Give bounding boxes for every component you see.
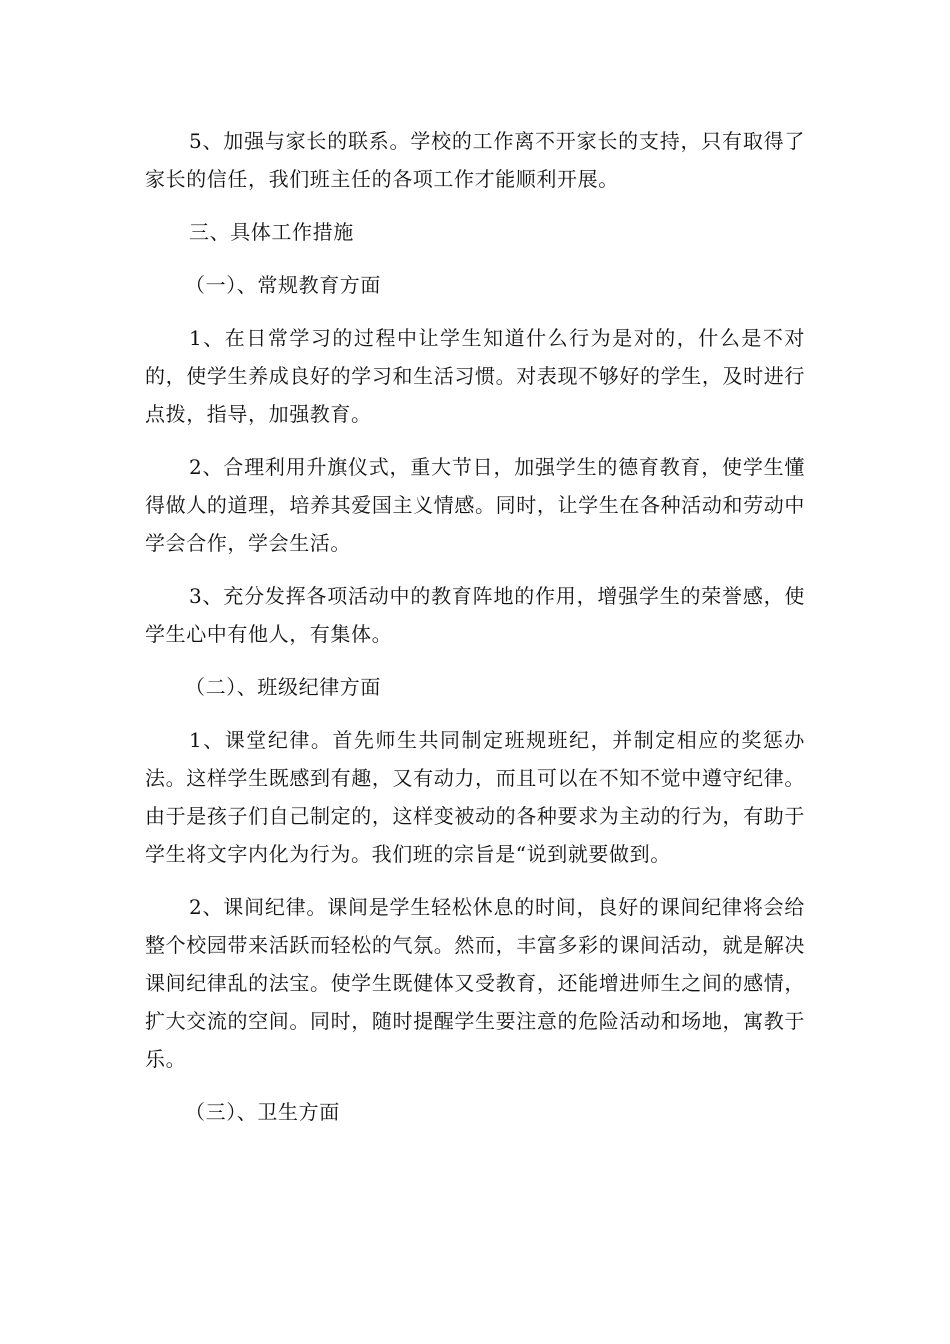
paragraph-classroom-discipline: 1、课堂纪律。首先师生共同制定班规班纪，并制定相应的奖惩办法。这样学生既感到有趣，又有动力，而且可以在不知不觉中遵守纪律。由于是孩子们自己制定的，这样变被动的各种要求为主动的行为，有助于学生将文字内化为行为。我们班的宗旨是“说到就要做到。	[145, 728, 805, 866]
sub-heading-hygiene: （三）、卫生方面	[185, 1100, 340, 1124]
paragraph-break-discipline: 2、课间纪律。课间是学生轻松休息的时间，良好的课间纪律将会给整个校园带来活跃而轻松的气氛。然而，丰富多彩的课间活动，就是解决课间纪律乱的法宝。使学生既健体又受教育，还能增进师生之间的感情，扩大交流的空间。同时，随时提醒学生要注意的危险活动和场地，寓教于乐。	[145, 895, 805, 1071]
section-heading-measures: 三、具体工作措施	[189, 220, 354, 244]
sub-heading-class-discipline: （二）、班级纪律方面	[185, 675, 381, 699]
sub-heading-routine-education: （一）、常规教育方面	[185, 273, 381, 297]
paragraph-parent-contact: 5、加强与家长的联系。学校的工作离不开家长的支持，只有取得了家长的信任，我们班主任的各项工作才能顺利开展。	[145, 129, 805, 191]
paragraph-activities: 3、充分发挥各项活动中的教育阵地的作用，增强学生的荣誉感，使学生心中有他人，有集体。	[145, 584, 805, 646]
paragraph-flag-ceremony: 2、合理利用升旗仪式，重大节日，加强学生的德育教育，使学生懂得做人的道理，培养其爱国主义情感。同时，让学生在各种活动和劳动中学会合作，学会生活。	[145, 455, 805, 555]
document-body	[145, 122, 805, 1146]
paragraph-daily-learning: 1、在日常学习的过程中让学生知道什么行为是对的，什么是不对的，使学生养成良好的学习和生活习惯。对表现不够好的学生，及时进行点拨，指导，加强教育。	[145, 326, 805, 426]
